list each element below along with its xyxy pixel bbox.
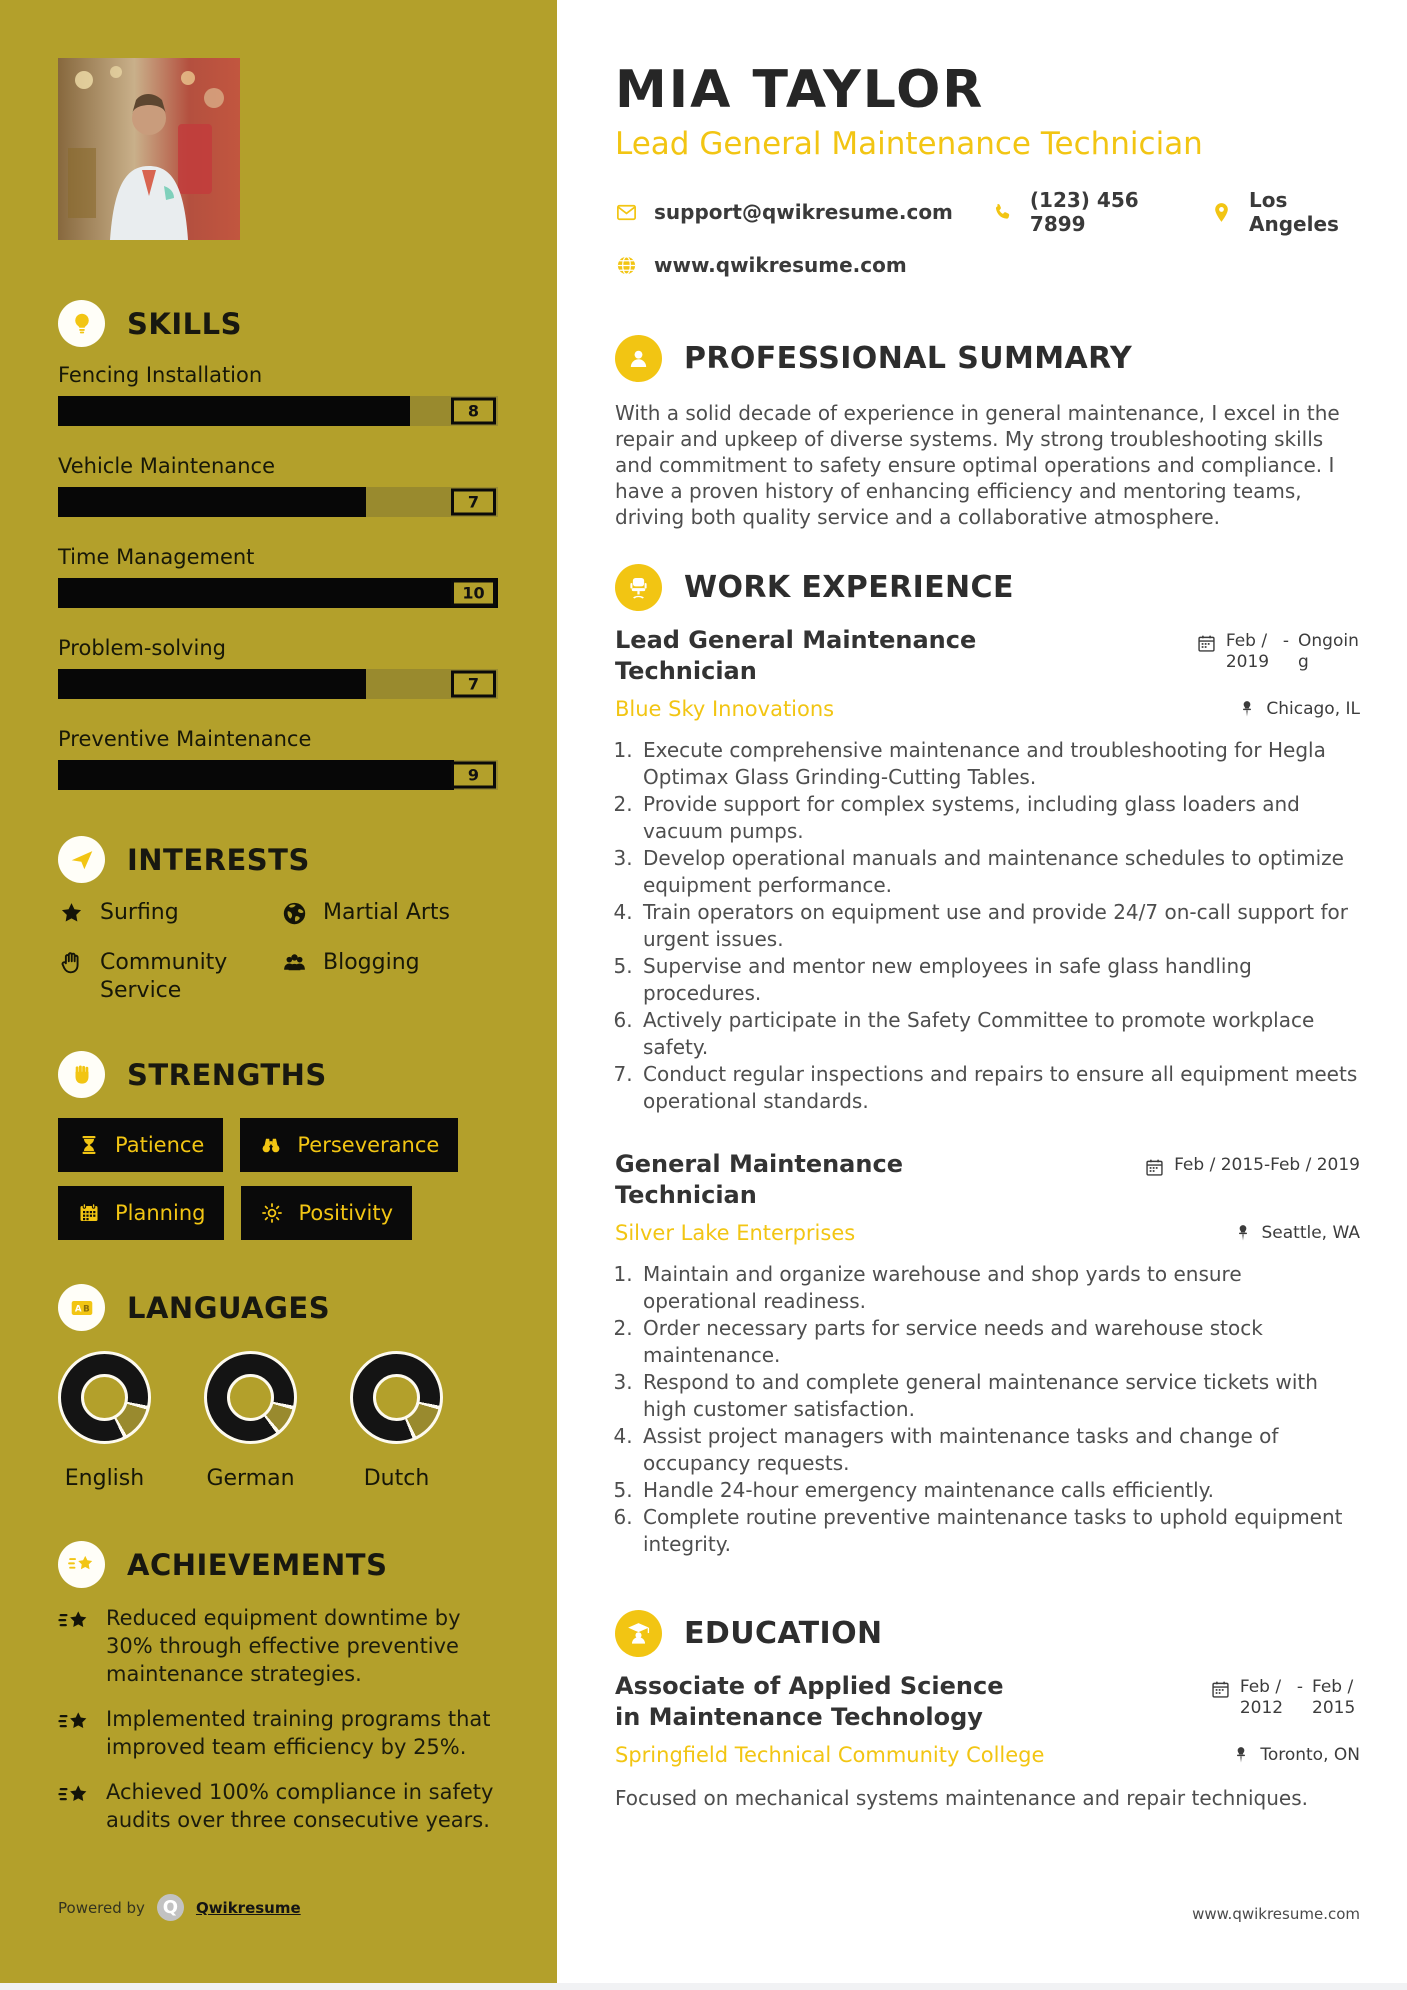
phone-icon [991,201,1014,224]
education-heading: EDUCATION [684,1616,883,1651]
language-label: English [64,1466,145,1491]
achievement-item [58,1604,500,1688]
achievement-text: Achieved 100% compliance in safety audits over three consecutive years. [106,1780,494,1832]
degree-title: Associate of Applied Science in Maintenance Technology [615,1672,1004,1731]
phone-text: (123) 456 7899 [1029,188,1139,236]
globe-web-icon [615,254,638,277]
powered-by [58,1894,301,1921]
footer-website: www.qwikresume.com [1192,1905,1360,1923]
strength-label: Patience [115,1133,205,1157]
svg-text:B: B [82,1303,90,1314]
binoculars-icon [259,1133,283,1157]
interest-label: Blogging [323,950,420,975]
sun-icon [260,1201,284,1225]
job-bullet: 3. Develop operational manuals and maintenance schedules to optimize equipment performance. [639,845,1360,899]
date-start: Feb / 2019 [1225,631,1270,672]
strength-label: Perseverance [297,1133,440,1157]
skill-value-badge: 8 [451,398,496,425]
skill-bar [58,578,498,608]
skill-label: Vehicle Maintenance [58,454,276,478]
skill-fill [58,760,454,790]
powered-by-label: Powered by [58,1898,145,1917]
education-location [1231,1745,1360,1765]
lightbulb-icon [58,300,105,347]
strength-label: Planning [115,1201,206,1225]
interest-label: Community Service [100,950,228,1003]
pushpin-icon [1231,1745,1251,1765]
users-icon [281,950,308,1005]
strength-chip [241,1186,412,1240]
date-end: Ongoing [1298,631,1359,672]
main-column [557,0,1407,1983]
summary-text: With a solid decade of experience in general maintenance, I excel in the repair and upkeep of diverse systems. My strong troubleshooting skills and commitment to safety ensure optimal operations and compliance. I have a proven history of enhancing efficiency and mentoring teams, driving both quality service and a collaborative atmosphere. [615,401,1340,529]
job-bullets [615,737,1360,1115]
interest-label: Surfing [100,900,179,925]
skill-value-badge: 10 [451,580,496,607]
candidate-title: Lead General Maintenance Technician [615,126,1203,162]
achievements-heading: ACHIEVEMENTS [127,1547,388,1582]
website-text: www.qwikresume.com [654,253,907,277]
job-bullet: 3. Respond to and complete general maintenance service tickets with high customer satisfaction. [639,1369,1360,1423]
job-bullets [615,1261,1360,1558]
language-label: German [206,1466,295,1491]
interests-heading: INTERESTS [127,842,310,877]
school-name: Springfield Technical Community College [615,1743,1045,1767]
job-location-text: Seattle, WA [1261,1223,1360,1243]
hand-icon [58,950,85,1005]
achievement-text: Reduced equipment downtime by 30% through effective preventive maintenance strategies. [106,1606,461,1686]
skill-value-badge: 7 [451,671,496,698]
language-donut [58,1351,151,1444]
page-bottom-strip [0,1983,1407,1990]
interest-item [281,949,500,1005]
job-bullet: 1. Maintain and organize warehouse and shop yards to ensure operational readiness. [639,1261,1360,1315]
calendar-icon [1144,1157,1165,1178]
sidebar [0,0,557,1983]
interest-item [58,949,273,1005]
job-entry [615,625,1360,1115]
skills-section [58,300,500,790]
calendar-icon [77,1201,101,1225]
languages-section [58,1284,500,1491]
skill-label: Time Management [58,545,255,569]
contact-email[interactable] [615,200,953,224]
shooting-star-icon [58,1607,91,1688]
language-item [350,1351,443,1491]
shooting-star-icon [58,1541,105,1588]
profile-photo-image [58,58,240,240]
language-label: Dutch [363,1466,430,1491]
date-separator: - [1296,1677,1303,1697]
achievements-section [58,1541,500,1834]
strengths-heading: STRENGTHS [127,1057,327,1092]
language-donut [204,1351,297,1444]
location-text: Los Angeles [1248,188,1339,236]
shooting-star-icon [58,1708,91,1761]
skill-value-badge: 9 [451,762,496,789]
hourglass-icon [77,1133,101,1157]
qwikresume-link[interactable]: Qwikresume [195,1898,301,1917]
job-bullet: 7. Conduct regular inspections and repairs to ensure all equipment meets operational standards. [639,1061,1360,1115]
summary-section [615,335,1360,530]
date-end: Feb / 2015 [1312,1677,1356,1718]
translate-icon [58,1284,105,1331]
skill-bar [58,396,498,426]
pushpin-icon [1233,1223,1253,1243]
job-location-text: Chicago, IL [1266,699,1360,719]
candidate-name: MIA TAYLOR [615,60,985,120]
contact-website[interactable] [615,253,907,277]
profile-photo [58,58,240,240]
skill-label: Problem-solving [58,636,226,660]
location-pin-icon [1210,201,1233,224]
strengths-section [58,1051,500,1240]
interests-list [58,899,500,1005]
achievement-item [58,1778,500,1834]
globe-icon [281,900,308,927]
shooting-star-icon [58,1781,91,1834]
job-bullet: 2. Order necessary parts for service needs and warehouse stock maintenance. [639,1315,1360,1369]
education-date-range [1210,1677,1360,1719]
experience-heading: WORK EXPERIENCE [684,570,1014,605]
education-location-text: Toronto, ON [1260,1745,1360,1765]
fist-icon [58,1051,105,1098]
experience-section [615,564,1360,1558]
job-bullet: 5. Supervise and mentor new employees in safe glass handling procedures. [639,953,1360,1007]
skill-fill [58,487,366,517]
job-bullet: 6. Actively participate in the Safety Committee to promote workplace safety. [639,1007,1360,1061]
interest-label: Martial Arts [323,900,451,925]
date-separator: - [1282,631,1289,651]
job-date-range [1144,1155,1360,1178]
job-company: Blue Sky Innovations [615,697,835,721]
job-bullet: 4. Assist project managers with maintenance tasks and change of occupancy requests. [639,1423,1360,1477]
strengths-list [58,1118,510,1240]
skill-item [58,454,500,517]
person-icon [615,335,662,382]
skill-fill [58,669,366,699]
achievement-text: Implemented training programs that improved team efficiency by 25%. [106,1707,491,1759]
languages-heading: LANGUAGES [127,1290,331,1325]
skill-value-badge: 7 [451,489,496,516]
donut-hole [227,1374,274,1421]
job-bullet: 1. Execute comprehensive maintenance and troubleshooting for Hegla Optimax Glass Grinding-Cutting Tables. [639,737,1360,791]
office-chair-icon [615,564,662,611]
achievements-list [58,1604,500,1834]
education-note: Focused on mechanical systems maintenance and repair techniques. [615,1786,1308,1810]
strength-chip [58,1186,224,1240]
achievement-item [58,1705,500,1761]
strength-chip [240,1118,458,1172]
calendar-icon [1210,1679,1231,1719]
skill-item [58,636,500,699]
interests-section [58,836,500,1005]
strength-chip [58,1118,223,1172]
job-company: Silver Lake Enterprises [615,1221,856,1245]
skill-bar [58,760,498,790]
svg-text:A: A [74,1303,82,1314]
education-section [615,1610,1360,1812]
skill-fill [58,578,498,608]
language-item [58,1351,151,1491]
pushpin-icon [1237,699,1257,719]
skill-item [58,727,500,790]
job-location [1237,699,1360,719]
languages-list [58,1351,500,1491]
job-location [1233,1223,1361,1243]
job-title: Lead General Maintenance Technician [615,626,977,685]
star-icon [58,900,85,927]
date-start: Feb / 2012 [1239,1677,1284,1718]
interest-item [58,899,273,927]
graduate-icon [615,1610,662,1657]
skill-fill [58,396,410,426]
job-bullet: 2. Provide support for complex systems, including glass loaders and vacuum pumps. [639,791,1360,845]
language-donut [350,1351,443,1444]
date-range-text: Feb / 2015-Feb / 2019 [1174,1155,1360,1175]
contact-location [1210,188,1360,236]
donut-hole [373,1374,420,1421]
paper-plane-icon [58,836,105,883]
contact-phone [991,188,1172,236]
skill-item [58,363,500,426]
qwikresume-logo-icon: Q [157,1894,184,1921]
skill-item [58,545,500,608]
job-bullet: 5. Handle 24-hour emergency maintenance calls efficiently. [639,1477,1360,1504]
skill-label: Fencing Installation [58,363,263,387]
language-item [204,1351,297,1491]
donut-hole [81,1374,128,1421]
skill-bar [58,669,498,699]
calendar-icon [1196,633,1217,673]
strength-label: Positivity [298,1201,393,1225]
skill-bar [58,487,498,517]
job-bullet: 4. Train operators on equipment use and provide 24/7 on-call support for urgent issues. [639,899,1360,953]
job-date-range [1196,631,1360,673]
job-entry [615,1149,1360,1558]
education-entry [615,1671,1360,1812]
job-title: General Maintenance Technician [615,1150,903,1209]
skill-label: Preventive Maintenance [58,727,312,751]
job-bullet: 6. Complete routine preventive maintenance tasks to uphold equipment integrity. [639,1504,1360,1558]
envelope-icon [615,201,638,224]
summary-heading: PROFESSIONAL SUMMARY [684,341,1133,376]
interest-item [281,899,500,927]
skills-heading: SKILLS [127,306,242,341]
email-text: support@qwikresume.com [654,200,953,224]
contact-info [615,188,1360,277]
skills-list [58,363,500,790]
